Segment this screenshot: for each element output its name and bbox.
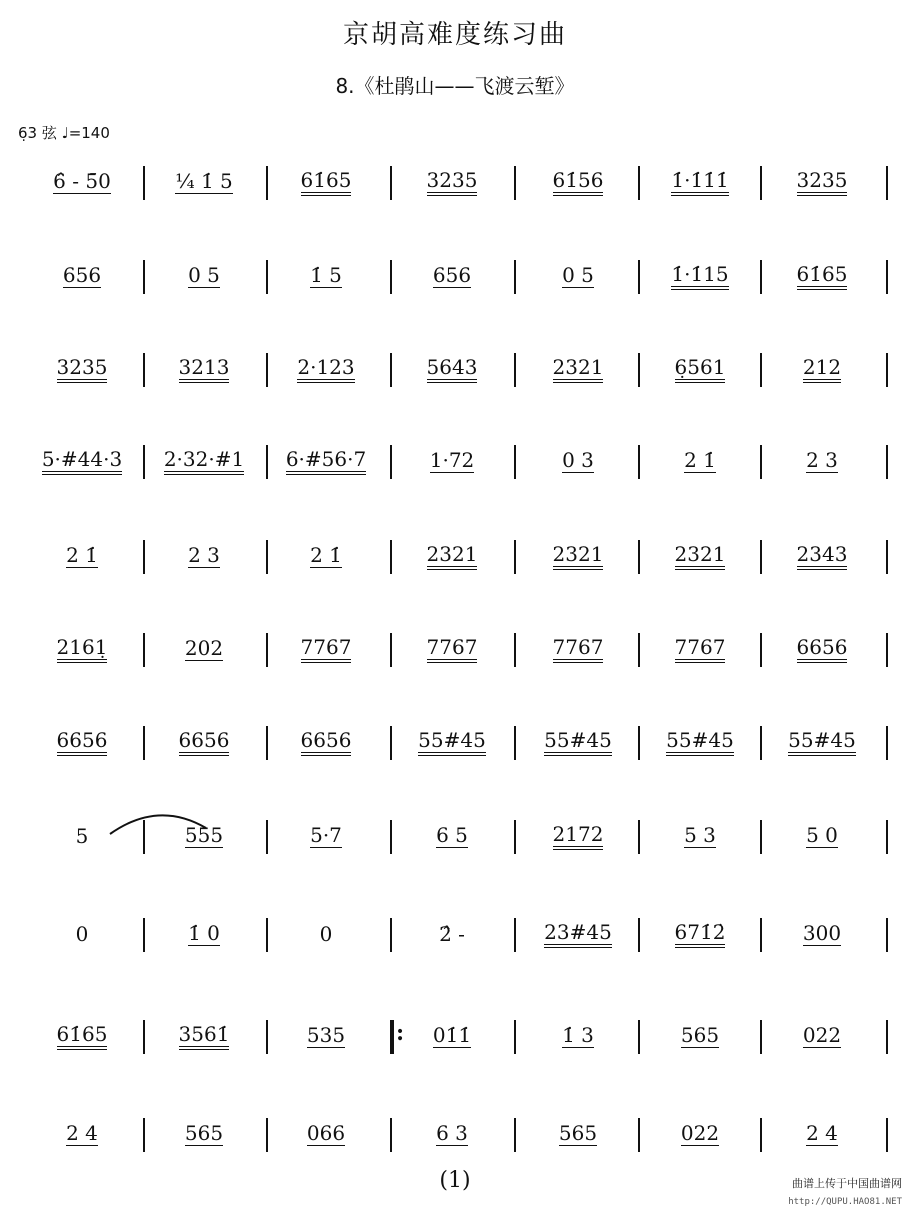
slur-mark xyxy=(108,806,208,836)
measure xyxy=(644,437,756,485)
measure xyxy=(148,718,260,766)
measure xyxy=(766,437,878,485)
measure-notes: 565 xyxy=(184,1121,224,1145)
measure xyxy=(766,910,878,958)
barline xyxy=(266,633,268,667)
staff-line xyxy=(0,625,910,673)
measure xyxy=(766,532,878,580)
measure xyxy=(270,1012,382,1060)
barline xyxy=(638,260,640,294)
measure-notes: 1·72 xyxy=(429,448,475,472)
measure-notes: 066 xyxy=(306,1121,346,1145)
measure xyxy=(148,345,260,393)
measure-notes: 61̇56 xyxy=(553,169,604,196)
measure xyxy=(270,158,382,206)
measure xyxy=(644,345,756,393)
barline xyxy=(266,166,268,200)
barline xyxy=(266,540,268,574)
barline xyxy=(390,633,392,667)
measure xyxy=(644,718,756,766)
measure xyxy=(148,1110,260,1158)
barline xyxy=(514,726,516,760)
measure-notes: 1̇·1̇15 xyxy=(671,263,728,290)
measure-notes: 2̂ - xyxy=(439,922,465,946)
repeat-sign xyxy=(390,1020,394,1054)
barline xyxy=(886,353,888,387)
measure-notes: 300 xyxy=(802,921,842,945)
measure xyxy=(766,1012,878,1060)
measure-notes: 6656 xyxy=(797,636,848,663)
measure xyxy=(644,910,756,958)
measure-notes: 3235 xyxy=(57,356,108,383)
measure-notes: 61̇65 xyxy=(301,169,352,196)
measure xyxy=(148,437,260,485)
measure-notes: 0 xyxy=(75,922,89,946)
barline xyxy=(886,918,888,952)
measure xyxy=(522,812,634,860)
measure-notes: 5 3 xyxy=(684,823,716,847)
measure-notes: 6656 xyxy=(57,729,108,756)
measure xyxy=(148,1012,260,1060)
barline xyxy=(760,445,762,479)
measure-notes: 0 xyxy=(319,922,333,946)
measure xyxy=(766,812,878,860)
measure-notes: 6 3 xyxy=(436,1121,468,1145)
barline xyxy=(266,260,268,294)
measure xyxy=(396,1012,508,1060)
measure-notes: 3561̇ xyxy=(179,1023,230,1050)
staff-line xyxy=(0,532,910,580)
measure xyxy=(396,252,508,300)
barline xyxy=(143,540,145,574)
measure xyxy=(148,252,260,300)
barline xyxy=(638,633,640,667)
measure-notes: 6̂ - 5̄0 xyxy=(53,169,111,193)
measure-notes: 2161̣ xyxy=(57,636,108,663)
measure-notes: 7767 xyxy=(427,636,478,663)
measure-notes: 2 4 xyxy=(66,1121,98,1145)
measure xyxy=(270,625,382,673)
measure xyxy=(766,718,878,766)
barline xyxy=(514,260,516,294)
measure xyxy=(270,1110,382,1158)
barline xyxy=(390,1118,392,1152)
measure-notes: 6 5 xyxy=(436,823,468,847)
barline xyxy=(638,445,640,479)
barline xyxy=(390,820,392,854)
barline xyxy=(390,445,392,479)
measure xyxy=(522,437,634,485)
measure xyxy=(522,158,634,206)
measure-notes: 55#45 xyxy=(418,729,486,756)
barline xyxy=(390,540,392,574)
measure xyxy=(396,625,508,673)
barline xyxy=(143,445,145,479)
measure xyxy=(26,910,138,958)
barline xyxy=(143,353,145,387)
barline xyxy=(266,918,268,952)
measure-notes: 671̇2̇ xyxy=(675,921,726,948)
measure xyxy=(522,625,634,673)
barline xyxy=(760,353,762,387)
measure-notes: 6̣561 xyxy=(675,356,726,383)
barline xyxy=(514,540,516,574)
barline xyxy=(760,1020,762,1054)
measure-notes: 0 5 xyxy=(188,263,220,287)
barline xyxy=(886,1118,888,1152)
measure-notes: 535 xyxy=(306,1023,346,1047)
barline xyxy=(266,1118,268,1152)
barline xyxy=(638,1118,640,1152)
measure-notes: 0 3 xyxy=(562,448,594,472)
measure xyxy=(766,252,878,300)
measure xyxy=(644,1110,756,1158)
barline xyxy=(514,820,516,854)
measure xyxy=(148,158,260,206)
measure xyxy=(522,910,634,958)
measure xyxy=(644,625,756,673)
barline xyxy=(514,1020,516,1054)
measure-notes: 3235 xyxy=(427,169,478,196)
measure xyxy=(26,718,138,766)
measure-notes: 202 xyxy=(184,636,224,660)
measure xyxy=(522,1012,634,1060)
barline xyxy=(638,1020,640,1054)
piece-subtitle: 8.《杜鹃山——飞渡云堑》 xyxy=(335,74,575,98)
measure-notes: 1̇ 5 xyxy=(310,263,342,287)
measure xyxy=(644,158,756,206)
measure-notes: 7767 xyxy=(301,636,352,663)
measure-notes: ¼ 1̇ 5 xyxy=(175,169,233,193)
measure xyxy=(26,532,138,580)
measure-notes: 3213 xyxy=(179,356,230,383)
measure xyxy=(522,1110,634,1158)
measure-notes: 1̇·1̇1̇1̇ xyxy=(671,169,728,196)
staff-line xyxy=(0,437,910,485)
measure-notes: 6656 xyxy=(301,729,352,756)
measure-notes: 2321 xyxy=(427,543,478,570)
measure-notes: 022 xyxy=(802,1023,842,1047)
measure-notes: 212 xyxy=(803,356,841,383)
barline xyxy=(143,260,145,294)
barline xyxy=(760,166,762,200)
barline xyxy=(760,820,762,854)
barline xyxy=(390,260,392,294)
barline xyxy=(514,633,516,667)
measure-notes: 55#45 xyxy=(666,729,734,756)
barline xyxy=(266,726,268,760)
measure xyxy=(396,345,508,393)
barline xyxy=(638,166,640,200)
measure-notes: 2321 xyxy=(553,543,604,570)
barline xyxy=(638,353,640,387)
barline xyxy=(886,540,888,574)
measure-notes: 2 3 xyxy=(806,448,838,472)
barline xyxy=(143,166,145,200)
watermark-text: 曲谱上传于中国曲谱网 xyxy=(792,1177,902,1190)
staff-line xyxy=(0,1012,910,1060)
barline xyxy=(760,918,762,952)
measure-notes: 555 xyxy=(184,823,224,847)
measure xyxy=(26,625,138,673)
measure-notes: 656 xyxy=(62,263,102,287)
barline xyxy=(514,445,516,479)
tuning-tempo: 6̣3 弦 ♩=140 xyxy=(18,124,110,142)
measure xyxy=(766,1110,878,1158)
measure-notes: 01̇1̇ xyxy=(432,1023,472,1047)
measure-notes: 5643 xyxy=(427,356,478,383)
staff-line xyxy=(0,718,910,766)
barline xyxy=(143,1118,145,1152)
barline xyxy=(266,445,268,479)
measure xyxy=(766,345,878,393)
page-number: (1) xyxy=(439,1168,471,1193)
barline xyxy=(143,726,145,760)
measure-notes: 1̇ 3 xyxy=(562,1023,594,1047)
measure-notes: 2 1̇ xyxy=(684,448,716,472)
measure xyxy=(270,910,382,958)
barline xyxy=(390,726,392,760)
barline xyxy=(514,353,516,387)
measure-notes: 5·#44·3 xyxy=(42,448,122,475)
measure xyxy=(270,812,382,860)
measure xyxy=(522,532,634,580)
measure-notes: 2321 xyxy=(675,543,726,570)
measure-notes: 2·32·#1 xyxy=(164,448,244,475)
measure xyxy=(522,345,634,393)
barline xyxy=(390,918,392,952)
measure xyxy=(270,532,382,580)
measure xyxy=(522,252,634,300)
measure-notes: 3235 xyxy=(797,169,848,196)
measure xyxy=(26,158,138,206)
measure xyxy=(644,1012,756,1060)
measure xyxy=(396,812,508,860)
measure xyxy=(644,532,756,580)
measure-notes: 2 1̇ xyxy=(66,543,98,567)
measure-notes: 1̇ 0 xyxy=(188,921,220,945)
measure xyxy=(396,718,508,766)
barline xyxy=(760,1118,762,1152)
barline xyxy=(266,353,268,387)
barline xyxy=(390,166,392,200)
measure xyxy=(522,718,634,766)
watermark-url: http://QUPU.HAO81.NET xyxy=(788,1197,902,1207)
measure xyxy=(270,345,382,393)
staff-line xyxy=(0,158,910,206)
measure-notes: 2343 xyxy=(797,543,848,570)
measure-notes: 2·123 xyxy=(297,356,354,383)
measure-notes: 565 xyxy=(558,1121,598,1145)
measure-notes: 565 xyxy=(680,1023,720,1047)
measure xyxy=(26,1012,138,1060)
staff-line xyxy=(0,345,910,393)
barline xyxy=(514,1118,516,1152)
measure xyxy=(396,158,508,206)
measure-notes: 6656 xyxy=(179,729,230,756)
measure xyxy=(148,625,260,673)
measure-notes: 5·7 xyxy=(310,823,342,847)
barline xyxy=(143,918,145,952)
measure-notes: 2 1̇ xyxy=(310,543,342,567)
measure-notes: 6·#56·7 xyxy=(286,448,366,475)
barline xyxy=(886,633,888,667)
measure-notes: 0 5 xyxy=(562,263,594,287)
measure xyxy=(270,252,382,300)
measure xyxy=(396,437,508,485)
measure xyxy=(644,812,756,860)
measure-notes: 7767 xyxy=(675,636,726,663)
barline xyxy=(886,260,888,294)
barline xyxy=(760,726,762,760)
barline xyxy=(514,918,516,952)
measure-notes: 2321 xyxy=(553,356,604,383)
barline xyxy=(266,820,268,854)
measure xyxy=(396,532,508,580)
measure xyxy=(26,437,138,485)
barline xyxy=(886,820,888,854)
staff-line xyxy=(0,1110,910,1158)
barline xyxy=(886,1020,888,1054)
measure xyxy=(26,252,138,300)
barline xyxy=(266,1020,268,1054)
measure-notes: 022 xyxy=(680,1121,720,1145)
measure-notes: 61̇65 xyxy=(797,263,848,290)
measure xyxy=(766,158,878,206)
measure-notes: 2 4 xyxy=(806,1121,838,1145)
barline xyxy=(638,540,640,574)
measure-notes: 55#45 xyxy=(788,729,856,756)
measure-notes: 656 xyxy=(432,263,472,287)
measure xyxy=(26,1110,138,1158)
measure-notes: 2 3 xyxy=(188,543,220,567)
barline xyxy=(143,633,145,667)
measure xyxy=(148,910,260,958)
measure-notes: 5 0 xyxy=(806,823,838,847)
measure xyxy=(766,625,878,673)
staff-line xyxy=(0,910,910,958)
barline xyxy=(638,918,640,952)
measure-notes: 61̇65 xyxy=(57,1023,108,1050)
barline xyxy=(760,540,762,574)
measure xyxy=(396,910,508,958)
measure xyxy=(26,345,138,393)
measure xyxy=(270,718,382,766)
barline xyxy=(886,726,888,760)
barline xyxy=(760,633,762,667)
barline xyxy=(886,445,888,479)
barline xyxy=(638,726,640,760)
measure xyxy=(148,532,260,580)
page-title: 京胡高难度练习曲 xyxy=(342,20,567,50)
measure-notes: 5 xyxy=(75,824,89,848)
measure xyxy=(644,252,756,300)
barline xyxy=(390,353,392,387)
barline xyxy=(514,166,516,200)
measure-notes: 7767 xyxy=(553,636,604,663)
measure-notes: 23#45 xyxy=(544,921,612,948)
barline xyxy=(143,1020,145,1054)
measure-notes: 2172 xyxy=(553,823,604,850)
measure xyxy=(396,1110,508,1158)
measure-notes: 55#45 xyxy=(544,729,612,756)
barline xyxy=(886,166,888,200)
measure xyxy=(270,437,382,485)
staff-line xyxy=(0,252,910,300)
barline xyxy=(760,260,762,294)
barline xyxy=(638,820,640,854)
